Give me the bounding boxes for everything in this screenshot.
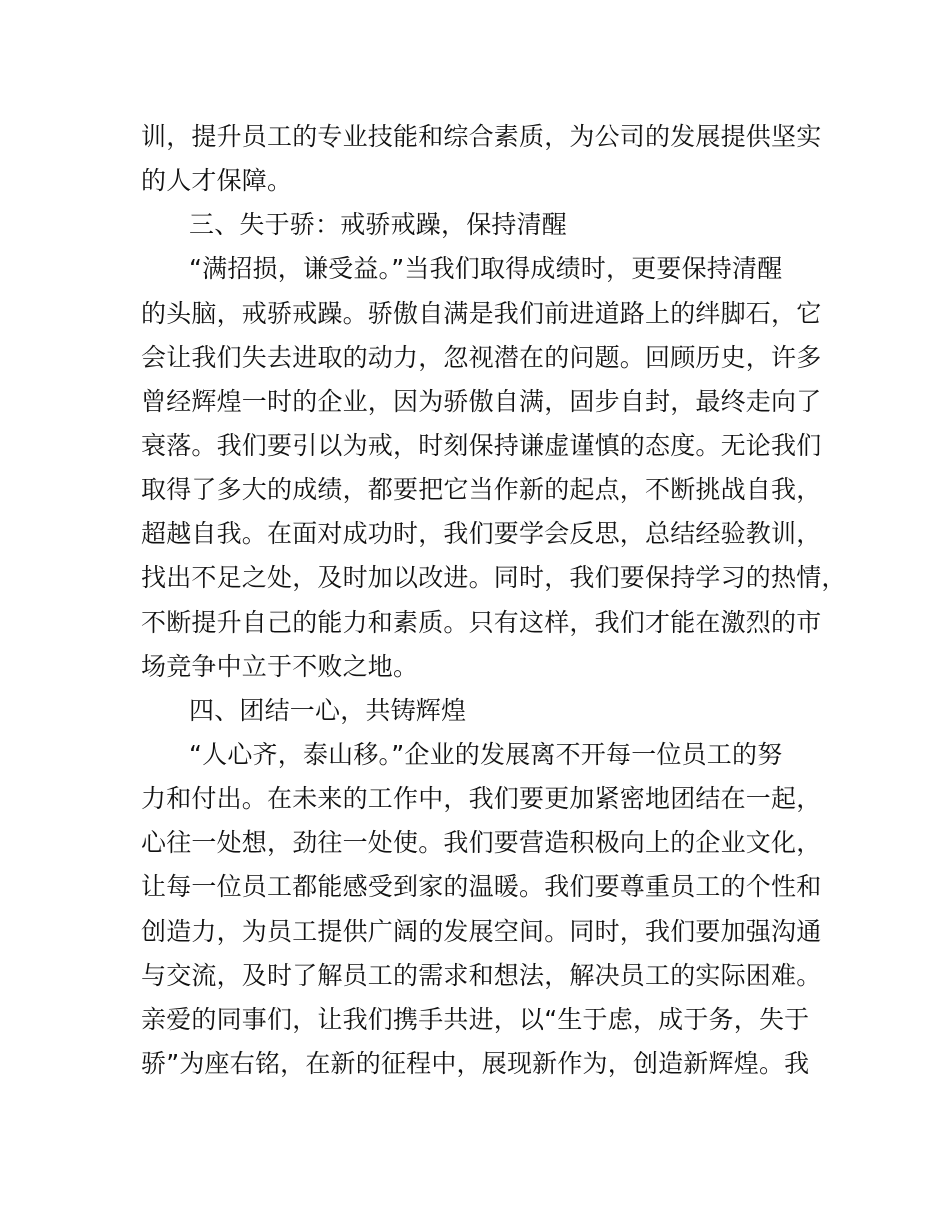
section-heading-3: 三、失于骄：戒骄戒躁，保持清醒 — [189, 210, 568, 240]
paragraph-line: 与交流，及时了解员工的需求和想法，解决员工的实际困难。 — [141, 960, 822, 990]
paragraph-line: 衰落。我们要引以为戒，时刻保持谦虚谨慎的态度。无论我们 — [141, 430, 822, 460]
paragraph-line: “人心齐，泰山移。”企业的发展离不开每一位员工的努 — [189, 739, 783, 769]
paragraph-line: 让每一位员工都能感受到家的温暖。我们要尊重员工的个性和 — [141, 872, 822, 902]
section-heading-4: 四、团结一心，共铸辉煌 — [189, 695, 467, 725]
paragraph-line: 的人才保障。 — [141, 166, 293, 196]
paragraph-line: 会让我们失去进取的动力，忽视潜在的问题。回顾历史，许多 — [141, 342, 822, 372]
paragraph-line: 亲爱的同事们，让我们携手共进，以“生于虑，成于务，失于 — [141, 1004, 810, 1034]
paragraph-line: 取得了多大的成绩，都要把它当作新的起点，不断挑战自我， — [141, 475, 822, 505]
paragraph-line: 找出不足之处，及时加以改进。同时，我们要保持学习的热情， — [141, 563, 847, 593]
paragraph-line: 心往一处想，劲往一处使。我们要营造积极向上的企业文化， — [141, 828, 822, 858]
document-body — [141, 117, 847, 1088]
paragraph-line: “满招损，谦受益。”当我们取得成绩时，更要保持清醒 — [189, 254, 783, 284]
paragraph-line: 不断提升自己的能力和素质。只有这样，我们才能在激烈的市 — [141, 607, 822, 637]
paragraph-line: 训，提升员工的专业技能和综合素质，为公司的发展提供坚实 — [141, 122, 822, 151]
paragraph-line: 超越自我。在面对成功时，我们要学会反思，总结经验教训， — [141, 519, 822, 549]
paragraph-line: 创造力，为员工提供广阔的发展空间。同时，我们要加强沟通 — [141, 916, 822, 946]
paragraph-line: 骄”为座右铭，在新的征程中，展现新作为，创造新辉煌。我 — [141, 1048, 810, 1078]
paragraph-line: 的头脑，戒骄戒躁。骄傲自满是我们前进道路上的绊脚石，它 — [141, 298, 822, 328]
paragraph-line: 场竞争中立于不败之地。 — [141, 651, 419, 681]
paragraph-line: 力和付出。在未来的工作中，我们要更加紧密地团结在一起， — [141, 784, 822, 814]
paragraph-line: 曾经辉煌一时的企业，因为骄傲自满，固步自封，最终走向了 — [141, 386, 822, 416]
